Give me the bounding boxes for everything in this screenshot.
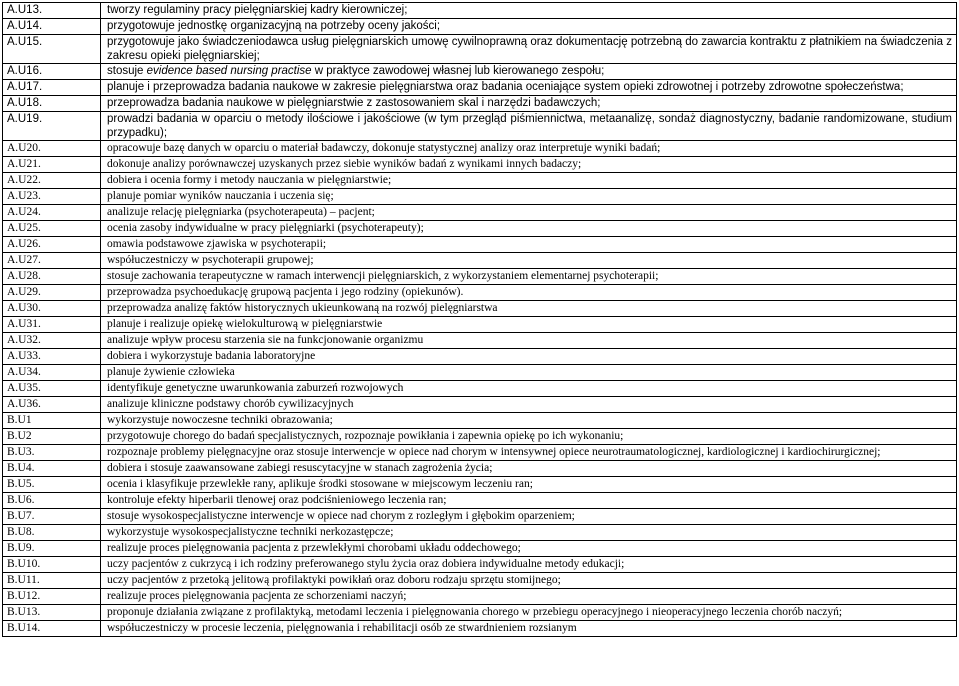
table-row — [3, 237, 957, 253]
outcome-description: ocenia i klasyfikuje przewlekłe rany, aplikuje środki stosowane w miejscowym leczeniu ran; — [101, 477, 957, 493]
outcome-code: B.U6. — [3, 493, 101, 509]
outcome-description: rozpoznaje problemy pielęgnacyjne oraz stosuje interwencje w opiece nad chorym w intensywnej opiece neurotraumatologicznej, kardiologicznej i kardiochirurgicznej; — [101, 445, 957, 461]
outcome-code: A.U33. — [3, 349, 101, 365]
table-row — [3, 461, 957, 477]
outcome-description: dokonuje analizy porównawczej uzyskanych przez siebie wyników badań z wynikami innych badaczy; — [101, 157, 957, 173]
description-italic-term: evidence based nursing practise — [146, 65, 312, 77]
table-row — [3, 365, 957, 381]
outcome-description: przygotowuje jednostkę organizacyjną na potrzeby oceny jakości; — [101, 19, 957, 35]
outcome-code: A.U36. — [3, 397, 101, 413]
table-row — [3, 173, 957, 189]
table-row — [3, 573, 957, 589]
outcome-code: B.U4. — [3, 461, 101, 477]
table-row — [3, 317, 957, 333]
table-row — [3, 557, 957, 573]
outcome-code: A.U16. — [3, 64, 101, 80]
outcome-code: A.U27. — [3, 253, 101, 269]
outcome-code: B.U10. — [3, 557, 101, 573]
outcome-description: dobiera i ocenia formy i metody nauczania w pielęgniarstwie; — [101, 173, 957, 189]
outcome-code: B.U5. — [3, 477, 101, 493]
outcome-code: B.U1 — [3, 413, 101, 429]
outcome-code: B.U2 — [3, 429, 101, 445]
outcome-code: A.U24. — [3, 205, 101, 221]
outcome-description: przygotowuje jako świadczeniodawca usług pielęgniarskich umowę cywilnoprawną oraz dokumentację potrzebną do zawarcia kontraktu z płatnikiem na świadczenia z zakresu opieki pielęgniarskiej; — [101, 35, 957, 64]
outcome-code: B.U3. — [3, 445, 101, 461]
table-row — [3, 301, 957, 317]
outcome-description: przeprowadza analizę faktów historycznych ukieunkowaną na rozwój pielęgniarstwa — [101, 301, 957, 317]
outcome-code: B.U14. — [3, 621, 101, 637]
outcome-description: dobiera i wykorzystuje badania laboratoryjne — [101, 349, 957, 365]
table-row — [3, 96, 957, 112]
table-row — [3, 509, 957, 525]
outcome-description: opracowuje bazę danych w oparciu o materiał badawczy, dokonuje statystycznej analizy oraz interpretuje wyniki badań; — [101, 141, 957, 157]
outcome-description: realizuje proces pielęgnowania pacjenta z przewlekłymi chorobami układu oddechowego; — [101, 541, 957, 557]
table-row — [3, 413, 957, 429]
outcome-code: A.U26. — [3, 237, 101, 253]
outcome-description: prowadzi badania w oparciu o metody ilościowe i jakościowe (w tym przegląd piśmiennictwa, metaanalizę, sondaż diagnostyczny, badanie randomizowane, studium przypadku); — [101, 112, 957, 141]
table-row — [3, 80, 957, 96]
outcome-description — [101, 64, 957, 80]
outcome-description: wykorzystuje wysokospecjalistyczne techniki nerkozastępcze; — [101, 525, 957, 541]
outcome-description: dobiera i stosuje zaawansowane zabiegi resuscytacyjne w stanach zagrożenia życia; — [101, 461, 957, 477]
outcome-code: B.U12. — [3, 589, 101, 605]
description-text-end: w praktyce zawodowej własnej lub kierowanego zespołu; — [311, 65, 605, 77]
outcome-description: analizuje wpływ procesu starzenia sie na funkcjonowanie organizmu — [101, 333, 957, 349]
outcome-code: A.U18. — [3, 96, 101, 112]
table-row — [3, 35, 957, 64]
table-row — [3, 493, 957, 509]
outcome-code: A.U34. — [3, 365, 101, 381]
outcome-description: planuje i realizuje opiekę wielokulturową w pielęgniarstwie — [101, 317, 957, 333]
outcome-description: planuje pomiar wyników nauczania i uczenia się; — [101, 189, 957, 205]
table-row — [3, 541, 957, 557]
outcome-code: A.U29. — [3, 285, 101, 301]
table-row — [3, 3, 957, 19]
outcome-code: A.U15. — [3, 35, 101, 64]
outcome-description: współuczestniczy w psychoterapii grupowej; — [101, 253, 957, 269]
outcome-description: przeprowadza badania naukowe w pielęgniarstwie z zastosowaniem skal i narzędzi badawczych; — [101, 96, 957, 112]
table-row — [3, 112, 957, 141]
table-row — [3, 64, 957, 80]
outcome-description: proponuje działania związane z profilaktyką, metodami leczenia i pielęgnowania chorego w przebiegu operacyjnego i nieoperacyjnego leczenia chorób naczyń; — [101, 605, 957, 621]
table-row — [3, 429, 957, 445]
table-row — [3, 397, 957, 413]
outcome-code: A.U17. — [3, 80, 101, 96]
outcome-description: omawia podstawowe zjawiska w psychoterapii; — [101, 237, 957, 253]
table-row — [3, 253, 957, 269]
outcome-description: tworzy regulaminy pracy pielęgniarskiej kadry kierowniczej; — [101, 3, 957, 19]
learning-outcomes-table — [2, 2, 957, 637]
outcome-code: B.U9. — [3, 541, 101, 557]
table-row — [3, 285, 957, 301]
outcome-code: A.U31. — [3, 317, 101, 333]
outcome-description: ocenia zasoby indywidualne w pracy pielęgniarki (psychoterapeuty); — [101, 221, 957, 237]
table-row — [3, 157, 957, 173]
outcome-code: A.U25. — [3, 221, 101, 237]
table-row — [3, 621, 957, 637]
outcome-code: B.U13. — [3, 605, 101, 621]
table-row — [3, 525, 957, 541]
outcome-description: uczy pacjentów z cukrzycą i ich rodziny preferowanego stylu życia oraz dobiera indywidualne metody edukacji; — [101, 557, 957, 573]
table-body — [3, 3, 957, 637]
table-row — [3, 349, 957, 365]
outcome-description: analizuje relację pielęgniarka (psychoterapeuta) – pacjent; — [101, 205, 957, 221]
outcome-code: B.U7. — [3, 509, 101, 525]
outcome-description: realizuje proces pielęgnowania pacjenta ze schorzeniami naczyń; — [101, 589, 957, 605]
table-row — [3, 141, 957, 157]
outcome-code: A.U14. — [3, 19, 101, 35]
outcome-code: A.U19. — [3, 112, 101, 141]
outcome-code: B.U11. — [3, 573, 101, 589]
table-row — [3, 477, 957, 493]
outcome-description: identyfikuje genetyczne uwarunkowania zaburzeń rozwojowych — [101, 381, 957, 397]
outcome-code: A.U32. — [3, 333, 101, 349]
outcome-code: A.U20. — [3, 141, 101, 157]
outcome-description: analizuje kliniczne podstawy chorób cywilizacyjnych — [101, 397, 957, 413]
table-row — [3, 205, 957, 221]
description-text-start: stosuje — [107, 65, 147, 77]
table-row — [3, 189, 957, 205]
outcome-description: planuje żywienie człowieka — [101, 365, 957, 381]
outcome-description: kontroluje efekty hiperbarii tlenowej oraz podciśnieniowego leczenia ran; — [101, 493, 957, 509]
outcome-code: A.U22. — [3, 173, 101, 189]
outcome-description: uczy pacjentów z przetoką jelitową profilaktyki powikłań oraz doboru rodzaju sprzętu stomijnego; — [101, 573, 957, 589]
table-row — [3, 269, 957, 285]
outcome-code: B.U8. — [3, 525, 101, 541]
outcome-description: współuczestniczy w procesie leczenia, pielęgnowania i rehabilitacji osób ze stwardnieniem rozsianym — [101, 621, 957, 637]
outcome-description: stosuje zachowania terapeutyczne w ramach interwencji pielęgniarskich, z wykorzystaniem elementarnej psychoterapii; — [101, 269, 957, 285]
outcome-code: A.U30. — [3, 301, 101, 317]
outcome-code: A.U35. — [3, 381, 101, 397]
outcome-description: stosuje wysokospecjalistyczne interwencje w opiece nad chorym z rozległym i głębokim oparzeniem; — [101, 509, 957, 525]
table-row — [3, 589, 957, 605]
outcome-description: przeprowadza psychoedukację grupową pacjenta i jego rodziny (opiekunów). — [101, 285, 957, 301]
table-row — [3, 333, 957, 349]
outcome-description: planuje i przeprowadza badania naukowe w zakresie pielęgniarstwa oraz badania oceniające system opieki zdrowotnej i potrzeby zdrowotne społeczeństwa; — [101, 80, 957, 96]
outcome-code: A.U13. — [3, 3, 101, 19]
outcome-code: A.U28. — [3, 269, 101, 285]
outcome-description: przygotowuje chorego do badań specjalistycznych, rozpoznaje powikłania i zapewnia opiekę po ich wykonaniu; — [101, 429, 957, 445]
table-row — [3, 605, 957, 621]
outcome-code: A.U21. — [3, 157, 101, 173]
outcome-code: A.U23. — [3, 189, 101, 205]
table-row — [3, 19, 957, 35]
outcome-description: wykorzystuje nowoczesne techniki obrazowania; — [101, 413, 957, 429]
table-row — [3, 221, 957, 237]
table-row — [3, 445, 957, 461]
table-row — [3, 381, 957, 397]
